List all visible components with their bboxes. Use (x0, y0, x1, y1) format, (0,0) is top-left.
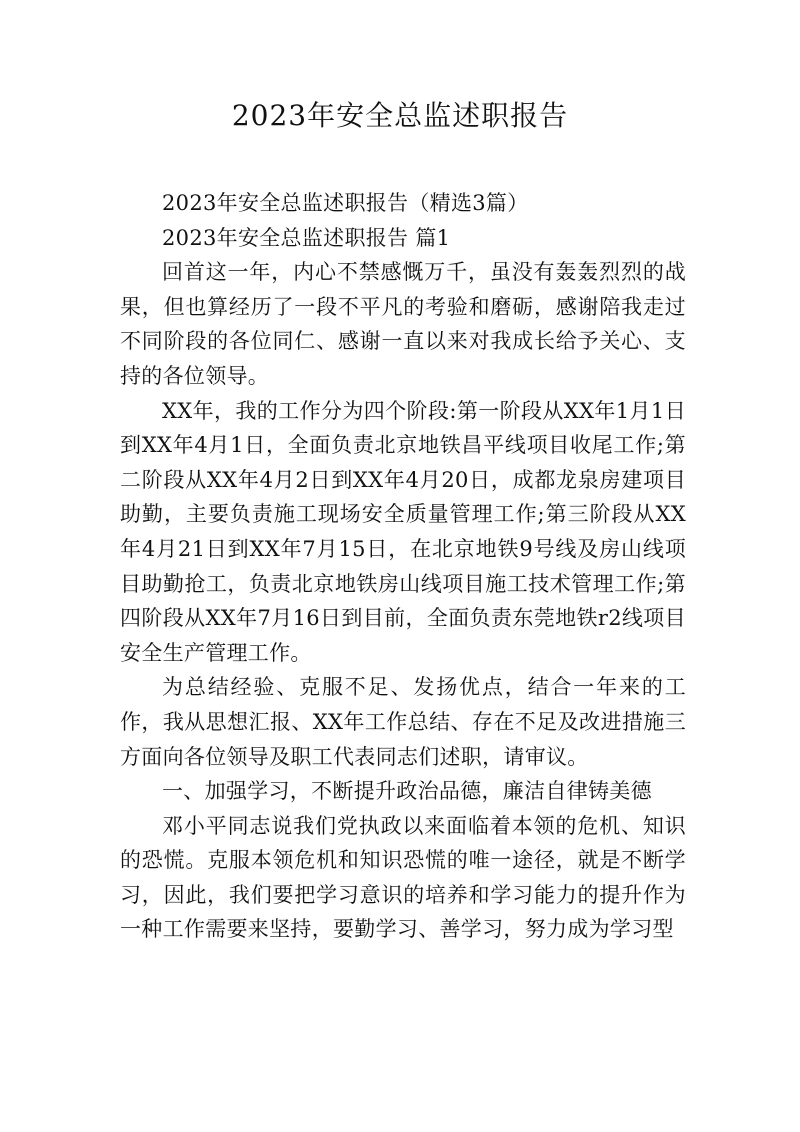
body-paragraph: XX年，我的工作分为四个阶段:第一阶段从XX年1月1日到XX年4月1日，全面负责北京地铁昌平线项目收尾工作;第二阶段从XX年4月2日到XX年4月20日，成都龙泉房建项目助勤，主要负责施工现场安全质量管理工作;第三阶段从XX年4月21日到XX年7月15日，在北京地铁9号线及房山线项目助勤抢工，负责北京地铁房山线项目施工技术管理工作;第四阶段从XX年7月16日到目前，全面负责东莞地铁r2线项目安全生产管理工作。 (120, 398, 686, 665)
subsection-heading: 一、加强学习，不断提升政治品德，廉洁自律铸美德 (162, 779, 652, 804)
body-paragraph: 回首这一年，内心不禁感慨万千，虽没有轰轰烈烈的战果，但也算经历了一段不平凡的考验和磨砺，感谢陪我走过不同阶段的各位同仁、感谢一直以来对我成长给予关心、支持的各位领导。 (120, 260, 686, 388)
section-heading: 2023年安全总监述职报告 篇1 (162, 225, 451, 250)
document-body (120, 186, 686, 947)
document-title: 2023年安全总监述职报告 (231, 99, 569, 132)
body-paragraph: 邓小平同志说我们党执政以来面临着本领的危机、知识的恐慌。克服本领危机和知识恐慌的唯一途径，就是不断学习，因此，我们要把学习意识的培养和学习能力的提升作为一种工作需要来坚持，要勤学习、善学习，努力成为学习型 (120, 813, 686, 942)
subtitle-paragraph: 2023年安全总监述职报告（精选3篇） (162, 191, 529, 215)
body-paragraph: 为总结经验、克服不足、发扬优点，结合一年来的工作，我从思想汇报、XX年工作总结、存在不足及改进措施三方面向各位领导及职工代表同志们述职，请审议。 (120, 675, 686, 769)
